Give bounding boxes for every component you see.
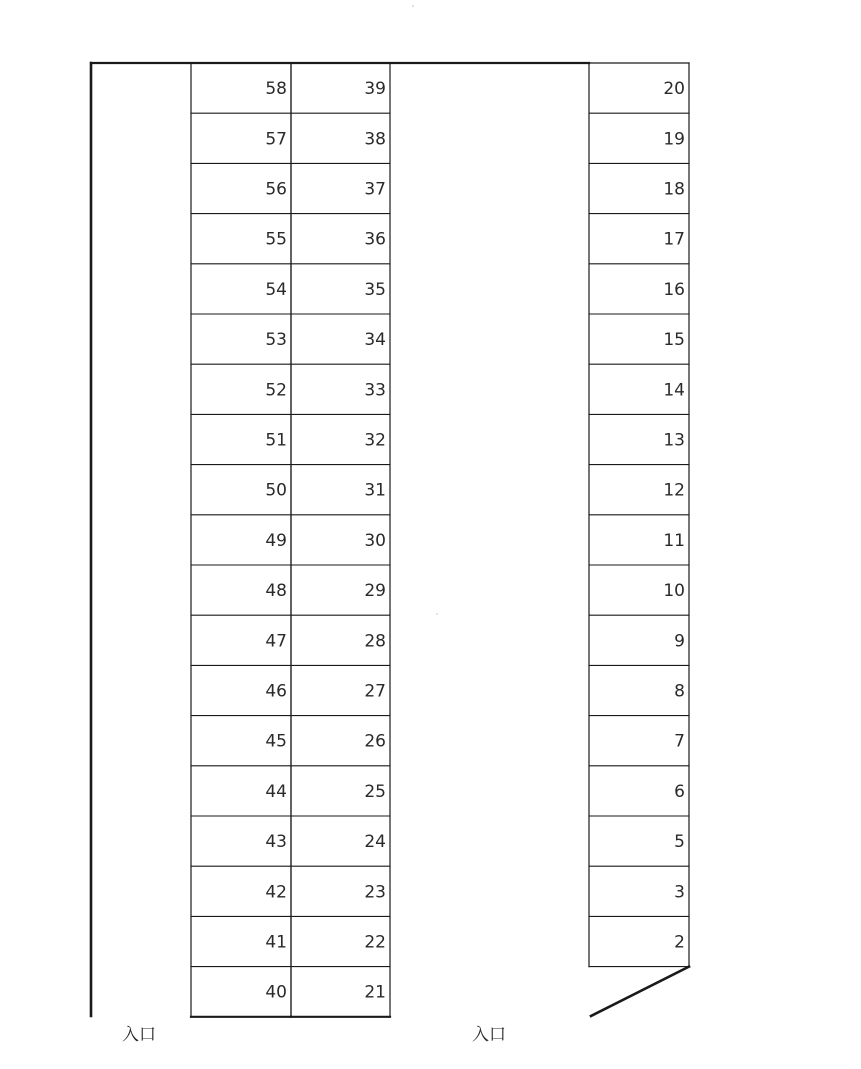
lot-structure [91,5,689,1016]
stall-number-53: 53 [265,330,287,351]
stall-number-10: 10 [663,581,685,602]
stall-number-29: 29 [364,581,386,602]
stall-number-43: 43 [265,832,287,853]
stall-number-22: 22 [364,932,386,953]
stall-number-51: 51 [265,430,287,451]
stall-number-48: 48 [265,581,287,602]
stall-number-30: 30 [364,530,386,551]
stall-number-39: 39 [364,79,386,100]
stall-number-19: 19 [663,129,685,150]
stall-number-32: 32 [364,430,386,451]
stall-number-34: 34 [364,330,386,351]
stall-number-38: 38 [364,129,386,150]
stall-number-31: 31 [364,480,386,501]
stall-number-8: 8 [674,681,685,702]
stall-number-56: 56 [265,179,287,200]
stall-number-2: 2 [674,932,685,953]
stall-number-14: 14 [663,380,685,401]
ramp-diagonal-line [591,967,689,1016]
stall-number-9: 9 [674,631,685,652]
stall-number-20: 20 [663,79,685,100]
entrance-label-right: 入口 [472,1025,506,1045]
stall-number-23: 23 [364,882,386,903]
stall-number-36: 36 [364,229,386,250]
stall-number-52: 52 [265,380,287,401]
stall-number-40: 40 [265,982,287,1003]
stall-number-26: 26 [364,731,386,752]
stall-number-24: 24 [364,832,386,853]
stall-number-6: 6 [674,781,685,802]
stall-number-27: 27 [364,681,386,702]
stall-number-5: 5 [674,832,685,853]
stall-number-35: 35 [364,279,386,300]
stall-number-11: 11 [663,530,685,551]
stall-number-21: 21 [364,982,386,1003]
entrance-label-left: 入口 [122,1025,156,1045]
stall-number-44: 44 [265,781,287,802]
stall-number-50: 50 [265,480,287,501]
stall-number-42: 42 [265,882,287,903]
stray-mark [412,5,413,6]
stall-number-47: 47 [265,631,287,652]
stall-number-33: 33 [364,380,386,401]
stall-number-55: 55 [265,229,287,250]
stall-number-3: 3 [674,882,685,903]
stall-number-25: 25 [364,781,386,802]
stall-number-37: 37 [364,179,386,200]
stall-number-17: 17 [663,229,685,250]
stall-number-46: 46 [265,681,287,702]
stall-number-54: 54 [265,279,287,300]
stall-number-41: 41 [265,932,287,953]
stall-number-49: 49 [265,530,287,551]
stall-number-15: 15 [663,330,685,351]
stall-number-12: 12 [663,480,685,501]
stall-number-16: 16 [663,279,685,300]
stall-number-18: 18 [663,179,685,200]
stall-number-13: 13 [663,430,685,451]
stall-number-45: 45 [265,731,287,752]
stall-number-28: 28 [364,631,386,652]
stray-mark [436,613,437,614]
stall-number-7: 7 [674,731,685,752]
stall-number-57: 57 [265,129,287,150]
stall-number-58: 58 [265,79,287,100]
parking-stalls [191,79,689,1017]
